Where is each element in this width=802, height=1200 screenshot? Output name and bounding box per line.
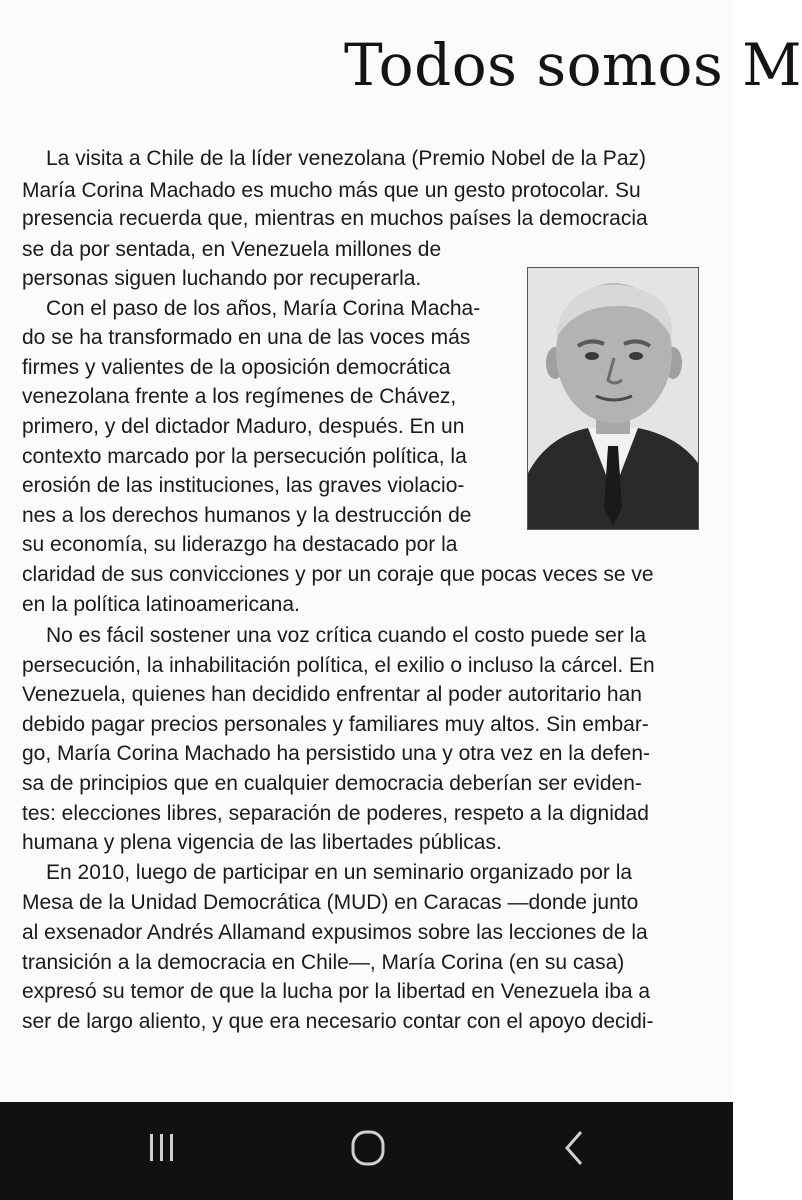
recent-apps-icon	[142, 1124, 182, 1172]
home-button[interactable]	[337, 1124, 397, 1172]
article-line: Mesa de la Unidad Democrática (MUD) en Caracas —donde junto	[22, 891, 639, 914]
author-photo	[527, 267, 699, 530]
article-line: transición a la democracia en Chile—, María Corina (en su casa)	[22, 951, 625, 974]
author-portrait-icon	[528, 268, 698, 529]
article-line: Con el paso de los años, María Corina Macha-	[46, 297, 481, 320]
article-line: erosión de las instituciones, las graves violacio-	[22, 474, 465, 497]
article-line: se da por sentada, en Venezuela millones de	[22, 238, 442, 261]
article-line: contexto marcado por la persecución política, la	[22, 445, 467, 468]
article-line: primero, y del dictador Maduro, después. En un	[22, 415, 465, 438]
article-line: su economía, su liderazgo ha destacado por la	[22, 533, 458, 556]
article-line: en la política latinoamericana.	[22, 593, 300, 616]
article-line: En 2010, luego de participar en un seminario organizado por la	[46, 861, 633, 884]
recent-apps-button[interactable]	[132, 1124, 192, 1172]
article-line: tes: elecciones libres, separación de poderes, respeto a la dignidad	[22, 802, 649, 825]
article-line: nes a los derechos humanos y la destrucción de	[22, 504, 472, 527]
article-line: go, María Corina Machado ha persistido una y otra vez en la defen-	[22, 742, 651, 765]
article-line: María Corina Machado es mucho más que un gesto protocolar. Su	[22, 179, 641, 202]
article-line: firmes y valientes de la oposición democrática	[22, 356, 451, 379]
article-line: humana y plena vigencia de las libertades públicas.	[22, 831, 502, 854]
article-line: do se ha transformado en una de las voces más	[22, 326, 471, 349]
home-icon	[343, 1124, 391, 1172]
article-title: Todos somos M	[344, 31, 802, 99]
article-line: La visita a Chile de la líder venezolana (Premio Nobel de la Paz)	[46, 147, 646, 170]
article-line: venezolana frente a los regímenes de Chávez,	[22, 385, 457, 408]
article-line: Venezuela, quienes han decidido enfrentar al poder autoritario han	[22, 683, 642, 706]
back-icon	[555, 1124, 595, 1172]
article-line: persecución, la inhabilitación política, el exilio o incluso la cárcel. En	[22, 654, 655, 677]
article-line: claridad de sus convicciones y por un coraje que pocas veces se ve	[22, 563, 654, 586]
article-line: ser de largo aliento, y que era necesario contar con el apoyo decidi-	[22, 1010, 654, 1033]
article-line: No es fácil sostener una voz crítica cuando el costo puede ser la	[46, 624, 646, 647]
android-navigation-bar	[0, 1102, 733, 1200]
article-line: personas siguen luchando por recuperarla.	[22, 267, 422, 290]
article-line: presencia recuerda que, mientras en muchos países la democracia	[22, 207, 648, 230]
article-line: al exsenador Andrés Allamand expusimos sobre las lecciones de la	[22, 921, 648, 944]
article-line: expresó su temor de que la lucha por la libertad en Venezuela iba a	[22, 980, 651, 1003]
back-button[interactable]	[545, 1124, 605, 1172]
article-line: debido pagar precios personales y familiares muy altos. Sin embar-	[22, 713, 649, 736]
article-line: sa de principios que en cualquier democracia deberían ser eviden-	[22, 772, 642, 795]
